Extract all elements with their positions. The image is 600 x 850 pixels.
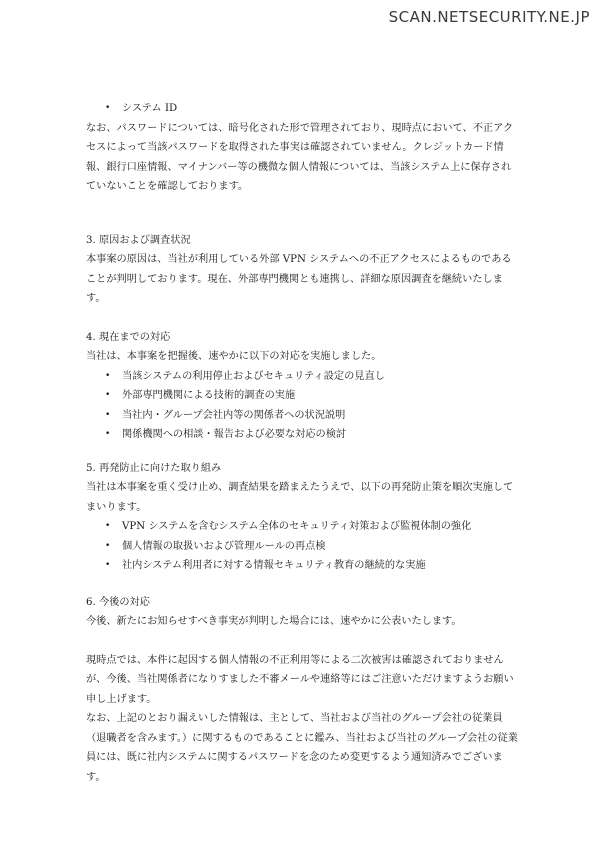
password-change-paragraph: なお、上記のとおり漏えいした情報は、主として、当社および当社のグループ会社の従業員（退職者を含みます。）に関するものであることに鑑み、当社および当社のグループ会社の従業員には、既に社内システムに関するパスワードを念のため変更するよう通知済みでございます。 [86, 713, 518, 783]
document-body [86, 99, 518, 787]
list-item: • 当該システムの利用停止およびセキュリティ設定の見直し [86, 367, 518, 387]
prevention-list [86, 517, 518, 576]
list-item: • 当社内・グループ会社内等の関係者への状況説明 [86, 406, 518, 426]
list-item: • 社内システム利用者に対する情報セキュリティ教育の継続的な実施 [86, 556, 518, 576]
list-item: • 関係機関への相談・報告および必要な対応の検討 [86, 425, 518, 445]
list-item: • 個人情報の取扱いおよび管理ルールの再点検 [86, 537, 518, 557]
cause-paragraph: 本事案の原因は、当社が利用している外部 VPN システムへの不正アクセスによるものであることが判明しております。現在、外部専門機関とも連携し、詳細な原因調査を継続いたします。 [86, 254, 512, 304]
leaked-items-list [86, 99, 518, 119]
future-paragraph: 今後、新たにお知らせすべき事実が判明した場合には、速やかに公表いたします。 [86, 616, 462, 627]
response-list [86, 367, 518, 445]
list-item: • VPN システムを含むシステム全体のセキュリティ対策および監視体制の強化 [86, 517, 518, 537]
section-heading-prevention: 5. 再発防止に向けた取り組み [86, 462, 222, 474]
section-heading-future: 6. 今後の対応 [86, 596, 150, 608]
secondary-damage-paragraph: 現時点では、本件に起因する個人情報の不正利用等による二次被害は確認されておりませんが、今後、当社関係者になりすました不審メールや連絡等にはご注意いただけますようお願い申し上げます。 [86, 654, 514, 705]
list-item: • 外部専門機関による技術的調査の実施 [86, 386, 518, 406]
list-item: • システム ID [86, 99, 518, 119]
site-watermark: SCAN.NETSECURITY.NE.JP [388, 8, 590, 26]
password-note-paragraph: なお、パスワードについては、暗号化された形で管理されており、現時点において、不正アクセスによって当該パスワードを取得された事実は確認されていません。クレジットカード情報、銀行口座情報、マイナンバー等の機微な個人情報については、当該システム上に保存されていないことを確認しております。 [86, 122, 514, 192]
prevention-intro: 当社は本事案を重く受け止め、調査結果を踏まえたうえで、以下の再発防止策を順次実施してまいります。 [86, 482, 514, 513]
response-intro: 当社は、本事案を把握後、速やかに以下の対応を実施しました。 [86, 351, 382, 362]
section-heading-response: 4. 現在までの対応 [86, 331, 171, 343]
section-heading-cause: 3. 原因および調査状況 [86, 234, 191, 246]
